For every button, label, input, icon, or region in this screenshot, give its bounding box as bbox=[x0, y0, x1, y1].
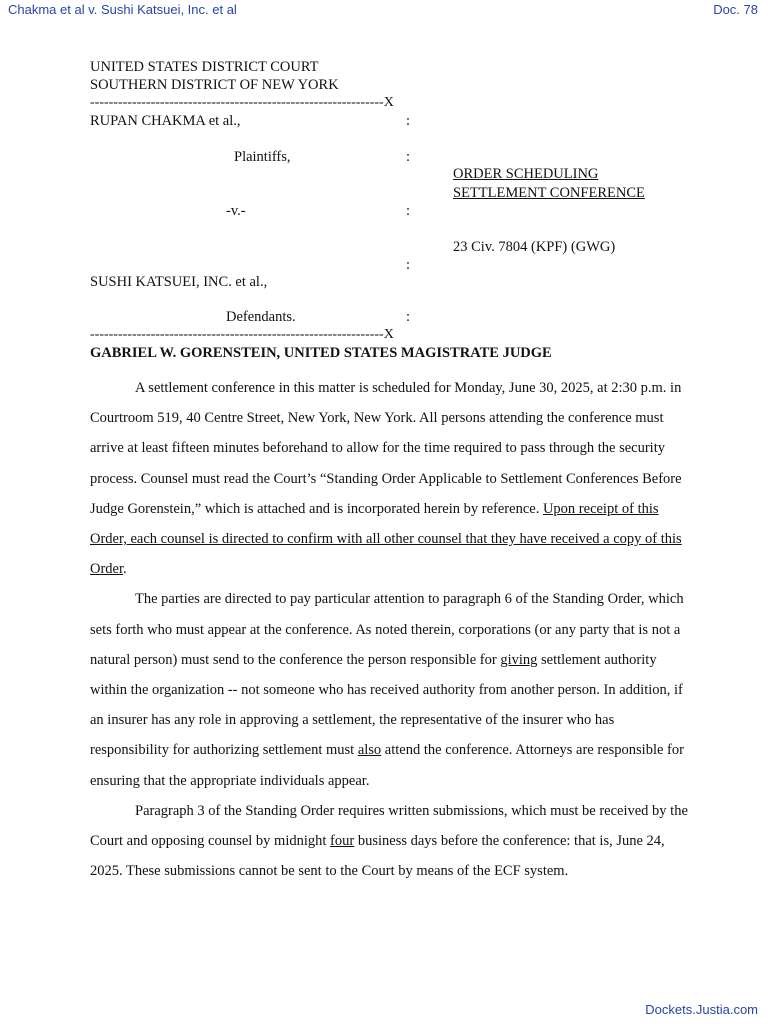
plaintiff-name: RUPAN CHAKMA et al., bbox=[90, 113, 241, 129]
paragraph-1 bbox=[90, 373, 690, 584]
paragraph-3-emphasis-four: four bbox=[330, 833, 355, 850]
source-link[interactable]: Dockets.Justia.com bbox=[645, 1002, 758, 1017]
order-body bbox=[90, 373, 690, 886]
caption-bottom-dashes: ---------------------------------------------------------------X bbox=[90, 328, 394, 342]
plaintiffs-label: Plaintiffs, bbox=[234, 149, 291, 165]
paragraph-2-emphasis-giving: giving bbox=[500, 651, 538, 668]
paragraph-3-text-b: business days before the conference: that is, June 24, 2025. These submissions cannot be sent to the Court by means of the ECF system. bbox=[90, 833, 665, 880]
doc-number-link[interactable]: Doc. 78 bbox=[713, 2, 758, 17]
case-title-link[interactable]: Chakma et al v. Sushi Katsuei, Inc. et al bbox=[8, 2, 237, 17]
paragraph-2-text-c: attend the conference. Attorneys are responsible for ensuring that the appropriate individuals appear. bbox=[90, 742, 684, 789]
court-name-line2: SOUTHERN DISTRICT OF NEW YORK bbox=[90, 77, 339, 93]
caption-top-dashes: ---------------------------------------------------------------X bbox=[90, 96, 394, 110]
paragraph-1-text: A settlement conference in this matter is scheduled for Monday, June 30, 2025, at 2:30 p.m. in Courtroom 519, 40 Centre Street, New York, New York. All persons attending the conference must arrive at least fifteen minutes beforehand to allow for the time required to pass through the security process. Counsel must read the Court’s “Standing Order Applicable to Settlement Conferences Before Judge Gorenstein,” which is attached and is incorporated herein by reference. bbox=[90, 380, 682, 517]
caption-colon: : bbox=[406, 309, 411, 325]
paragraph-2-emphasis-also: also bbox=[357, 742, 382, 759]
caption-colon: : bbox=[406, 113, 411, 129]
paragraph-2-text-b: settlement authority within the organization -- not someone who has received authority from another person. In addition, if an insurer has any role in approving a settlement, the representative of the insurer who has responsibility for authorizing settlement must bbox=[90, 651, 683, 759]
caption-colon: : bbox=[406, 203, 411, 219]
case-number: 23 Civ. 7804 (KPF) (GWG) bbox=[453, 239, 616, 255]
judge-heading: GABRIEL W. GORENSTEIN, UNITED STATES MAGISTRATE JUDGE bbox=[90, 345, 552, 361]
caption-colon: : bbox=[406, 149, 411, 165]
paragraph-1-directive: Upon receipt of this Order, each counsel is directed to confirm with all other counsel that they have received a copy of this Order bbox=[90, 500, 682, 578]
order-title-line2: SETTLEMENT CONFERENCE bbox=[453, 185, 645, 201]
court-name-line1: UNITED STATES DISTRICT COURT bbox=[90, 59, 319, 75]
paragraph-1-end: . bbox=[123, 561, 127, 578]
paragraph-3-text-a: Paragraph 3 of the Standing Order requires written submissions, which must be received by the Court and opposing counsel by midnight bbox=[90, 802, 688, 850]
caption-colon: : bbox=[406, 257, 411, 273]
paragraph-3 bbox=[90, 796, 690, 887]
versus-label: -v.- bbox=[226, 203, 246, 219]
paragraph-2 bbox=[90, 584, 690, 795]
defendants-label: Defendants. bbox=[226, 309, 296, 325]
defendant-name: SUSHI KATSUEI, INC. et al., bbox=[90, 274, 268, 290]
paragraph-2-text-a: The parties are directed to pay particular attention to paragraph 6 of the Standing Order, which sets forth who must appear at the conference. As noted therein, corporations (or any party that is not a natural person) must send to the conference the person responsible for bbox=[90, 591, 684, 668]
order-title-line1: ORDER SCHEDULING bbox=[453, 166, 599, 182]
